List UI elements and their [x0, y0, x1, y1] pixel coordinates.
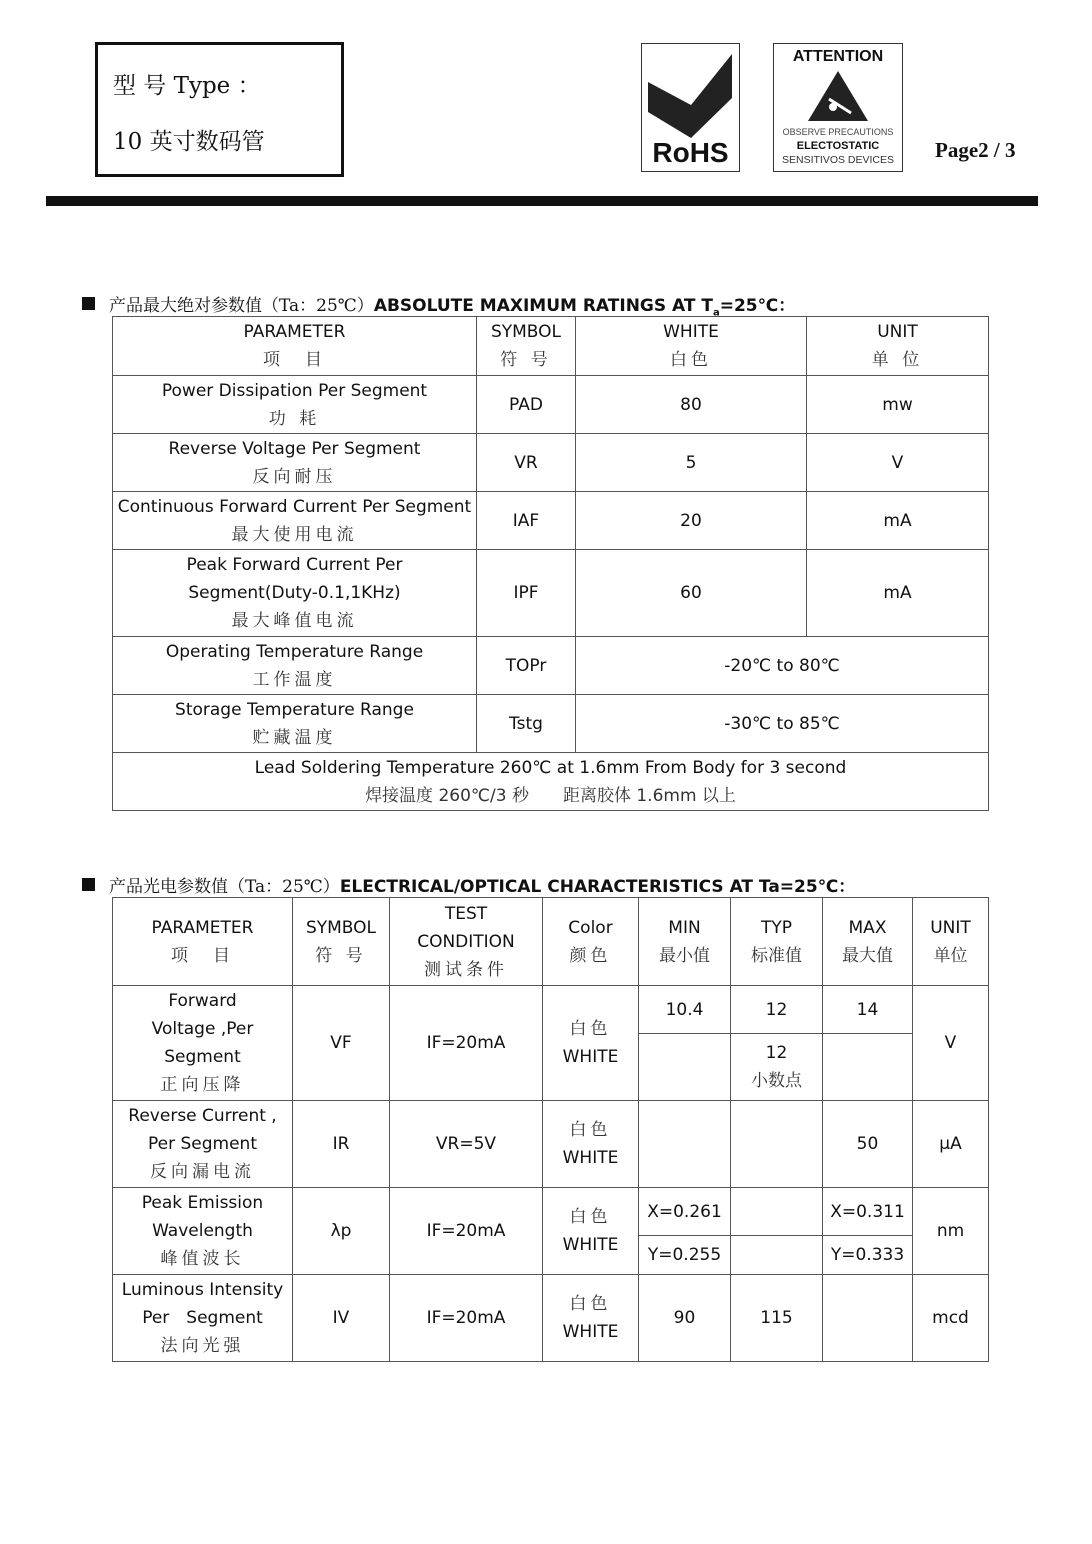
- cell-text: 最大值: [842, 945, 893, 966]
- header-cell: [477, 317, 576, 376]
- checkmark-icon: [646, 50, 734, 140]
- cell-text: MIN: [668, 917, 701, 938]
- cell-text: WHITE: [663, 322, 719, 342]
- typ-cell: [731, 1188, 823, 1236]
- cell-text: Wavelength: [152, 1221, 253, 1241]
- cell-text: UNIT: [877, 322, 918, 342]
- cell-text: MAX: [848, 917, 887, 938]
- cell-text: 白色: [569, 1207, 612, 1227]
- cell-text: PARAMETER: [151, 917, 254, 938]
- param-cell: [113, 1188, 293, 1275]
- cell-text: Voltage ,Per: [151, 1019, 254, 1039]
- cell-text: UNIT: [930, 917, 971, 938]
- cell-text: 小数点: [751, 1071, 802, 1091]
- esd-attention-logo: [773, 43, 903, 172]
- cell-text: Lead Soldering Temperature 260℃ at 1.6mm From Body for 3 second: [254, 757, 847, 778]
- cell-text: 贮藏温度: [252, 727, 337, 748]
- unit-cell: mcd: [913, 1275, 989, 1362]
- unit-cell: μA: [913, 1101, 989, 1188]
- header-cell: [113, 317, 477, 376]
- cell-text: Color: [568, 917, 613, 938]
- min-cell: 10.4: [639, 986, 731, 1034]
- cell-text: PARAMETER: [243, 322, 346, 342]
- cell-text: TEST: [444, 903, 488, 924]
- unit-cell: mA: [807, 550, 989, 637]
- cell-text: 符 号: [500, 350, 552, 370]
- range-cell: -20℃ to 80℃: [576, 637, 989, 695]
- attention-title: ATTENTION: [792, 48, 884, 65]
- typ-cell: [731, 1034, 823, 1101]
- typ-cell: 12: [731, 986, 823, 1034]
- footer-row: [113, 753, 989, 811]
- cell-text: 测试条件: [424, 959, 508, 980]
- header-cell: [293, 898, 390, 986]
- max-cell: [823, 1275, 913, 1362]
- symbol-cell: IAF: [477, 492, 576, 550]
- condition-cell: IF=20mA: [390, 1188, 543, 1275]
- table-row-lp: [113, 1188, 989, 1236]
- param-cell: [113, 986, 293, 1101]
- header-cell: [823, 898, 913, 986]
- rohs-text: RoHS: [652, 137, 729, 168]
- condition-cell: IF=20mA: [390, 1275, 543, 1362]
- header-cell: [543, 898, 639, 986]
- value-cell: 60: [576, 550, 807, 637]
- unit-cell: V: [913, 986, 989, 1101]
- symbol-cell: λp: [293, 1188, 390, 1275]
- attention-line1: OBSERVE PRECAUTIONS: [782, 127, 894, 137]
- header-cell: [576, 317, 807, 376]
- cell-text: TYP: [760, 917, 793, 938]
- attention-line3: SENSITIVOS DEVICES: [781, 154, 895, 166]
- cell-text: WHITE: [562, 1235, 619, 1255]
- table-row-ir: [113, 1101, 989, 1188]
- typ-cell: [731, 1101, 823, 1188]
- color-cell: [543, 1101, 639, 1188]
- param-cell: [113, 1101, 293, 1188]
- abs-max-table: [112, 316, 989, 811]
- param-cell: [113, 376, 477, 434]
- cell-text: Peak Forward Current Per: [186, 555, 403, 575]
- header-cell: [639, 898, 731, 986]
- condition-cell: IF=20mA: [390, 986, 543, 1101]
- max-cell: X=0.311: [823, 1188, 913, 1236]
- param-cell: [113, 492, 477, 550]
- max-cell: 14: [823, 986, 913, 1034]
- bullet-square-icon: [82, 297, 95, 310]
- symbol-cell: TOPr: [477, 637, 576, 695]
- cell-text: 工作温度: [252, 669, 337, 690]
- cell-text: 峰值波长: [160, 1249, 245, 1269]
- electrical-table: [112, 897, 989, 1362]
- cell-text: Power Dissipation Per Segment: [161, 380, 428, 401]
- cell-text: 反向耐压: [252, 466, 337, 487]
- cell-text: Segment(Duty-0.1,1KHz): [188, 583, 401, 603]
- cell-text: 白色: [569, 1294, 612, 1314]
- max-cell: [823, 1034, 913, 1101]
- cell-text: 符 号: [315, 945, 367, 966]
- bullet-square-icon: [82, 878, 95, 891]
- cell-text: 项 目: [263, 350, 326, 370]
- soldering-cell: [113, 753, 989, 811]
- cell-text: Forward: [168, 991, 237, 1011]
- table-row: [113, 376, 989, 434]
- cell-text: 白色: [670, 350, 712, 370]
- cell-text: Storage Temperature Range: [175, 699, 414, 720]
- rohs-logo: [641, 43, 740, 172]
- cell-text: 白色: [569, 1019, 612, 1039]
- esd-warning-icon: [807, 69, 869, 124]
- cell-text: Reverse Voltage Per Segment: [168, 438, 421, 459]
- symbol-cell: Tstg: [477, 695, 576, 753]
- cell-text: SYMBOL: [490, 322, 562, 342]
- min-cell: 90: [639, 1275, 731, 1362]
- color-cell: [543, 986, 639, 1101]
- cell-text: 项 目: [171, 945, 234, 966]
- attention-line2: ELECTOSTATIC: [796, 140, 880, 152]
- table-row: [113, 434, 989, 492]
- symbol-cell: VF: [293, 986, 390, 1101]
- title-en: ELECTRICAL/OPTICAL CHARACTERISTICS AT Ta=25℃：: [339, 877, 856, 897]
- title-sub: a: [712, 307, 720, 319]
- unit-cell: V: [807, 434, 989, 492]
- symbol-cell: IR: [293, 1101, 390, 1188]
- cell-text: Luminous Intensity: [121, 1280, 284, 1300]
- cell-text: Operating Temperature Range: [165, 641, 424, 662]
- table-row-iv: [113, 1275, 989, 1362]
- cell-text: Per Segment: [148, 1134, 257, 1154]
- value-cell: 20: [576, 492, 807, 550]
- unit-cell: mw: [807, 376, 989, 434]
- table-row: [113, 637, 989, 695]
- cell-text: SYMBOL: [305, 917, 377, 938]
- typ-cell: 115: [731, 1275, 823, 1362]
- table-row: [113, 492, 989, 550]
- cell-text: WHITE: [562, 1148, 619, 1168]
- symbol-cell: IPF: [477, 550, 576, 637]
- param-cell: [113, 637, 477, 695]
- header-cell: [390, 898, 543, 986]
- title-end: =25℃：: [719, 296, 796, 316]
- cell-text: Reverse Current ,: [128, 1106, 277, 1126]
- model-name: 10 英寸数码管: [113, 129, 265, 155]
- header-row: [113, 898, 989, 986]
- cell-text: 12: [765, 1043, 788, 1063]
- min-cell: [639, 1101, 731, 1188]
- cell-text: CONDITION: [417, 931, 515, 952]
- cell-text: 最大峰值电流: [231, 611, 358, 631]
- cell-text: Segment: [164, 1047, 241, 1067]
- symbol-cell: PAD: [477, 376, 576, 434]
- param-cell: [113, 550, 477, 637]
- condition-cell: VR=5V: [390, 1101, 543, 1188]
- page-number: Page2 / 3: [935, 138, 1016, 162]
- min-cell: [639, 1034, 731, 1101]
- cell-text: Per Segment: [142, 1308, 263, 1328]
- title-cn: 产品光电参数值（Ta：25℃）: [109, 877, 340, 897]
- param-cell: [113, 1275, 293, 1362]
- symbol-cell: IV: [293, 1275, 390, 1362]
- value-cell: 80: [576, 376, 807, 434]
- cell-text: 标准值: [751, 945, 802, 966]
- cell-text: 白色: [569, 1120, 612, 1140]
- range-cell: -30℃ to 85℃: [576, 695, 989, 753]
- title-cn: 产品最大绝对参数值（Ta：25℃）: [109, 296, 374, 316]
- abs-section-title: [82, 291, 795, 318]
- unit-cell: nm: [913, 1188, 989, 1275]
- header-cell: [113, 898, 293, 986]
- cell-text: 最小值: [659, 945, 710, 966]
- cell-text: 正向压降: [160, 1075, 245, 1095]
- value-cell: 5: [576, 434, 807, 492]
- min-cell: X=0.261: [639, 1188, 731, 1236]
- param-cell: [113, 434, 477, 492]
- typ-cell: [731, 1236, 823, 1275]
- header-divider: [46, 196, 1038, 206]
- cell-text: WHITE: [562, 1047, 619, 1067]
- max-cell: 50: [823, 1101, 913, 1188]
- header-cell: [731, 898, 823, 986]
- color-cell: [543, 1275, 639, 1362]
- header-cell: [807, 317, 989, 376]
- cell-text: 单位: [933, 945, 968, 966]
- cell-text: 单 位: [871, 350, 924, 370]
- unit-cell: mA: [807, 492, 989, 550]
- param-cell: [113, 695, 477, 753]
- cell-text: 焊接温度 260℃/3 秒 距离胶体 1.6mm 以上: [365, 785, 736, 806]
- header-row: [113, 317, 989, 376]
- symbol-cell: VR: [477, 434, 576, 492]
- color-cell: [543, 1188, 639, 1275]
- elec-section-title: [82, 872, 855, 897]
- table-row: [113, 550, 989, 637]
- model-box: [95, 42, 344, 177]
- header-cell: [913, 898, 989, 986]
- max-cell: Y=0.333: [823, 1236, 913, 1275]
- table-row-vf: [113, 986, 989, 1034]
- table-row: [113, 695, 989, 753]
- cell-text: Continuous Forward Current Per Segment: [117, 496, 472, 517]
- cell-text: 功 耗: [268, 408, 321, 429]
- min-cell: Y=0.255: [639, 1236, 731, 1275]
- cell-text: 最大使用电流: [231, 524, 358, 545]
- type-label: 型 号 Type ：: [113, 73, 261, 99]
- title-en: ABSOLUTE MAXIMUM RATINGS AT T: [373, 296, 713, 316]
- cell-text: Peak Emission: [141, 1193, 264, 1213]
- cell-text: WHITE: [562, 1322, 619, 1342]
- cell-text: 法向光强: [160, 1336, 245, 1356]
- cell-text: 颜色: [569, 945, 612, 966]
- cell-text: 反向漏电流: [150, 1162, 255, 1182]
